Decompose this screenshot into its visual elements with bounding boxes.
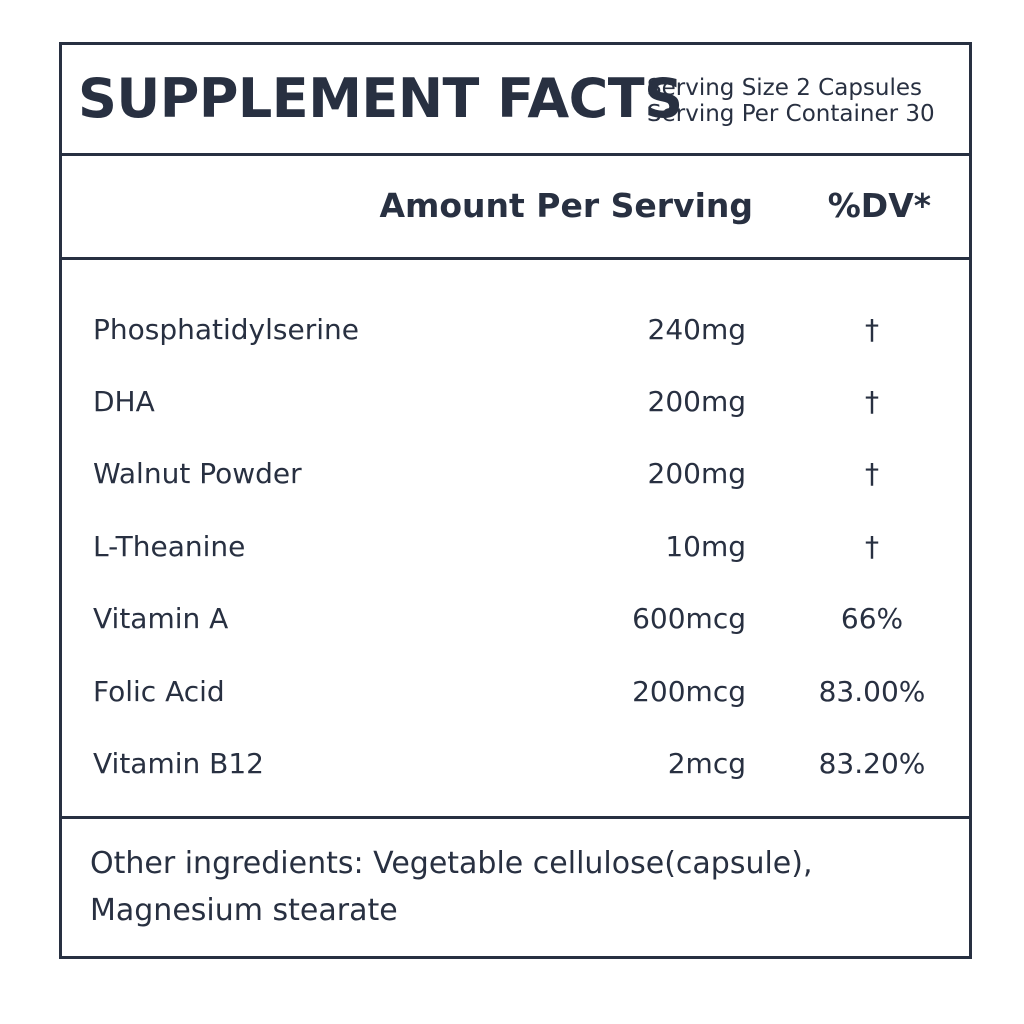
ingredient-row xyxy=(62,454,969,494)
supplement-facts-panel xyxy=(59,42,972,959)
ingredient-name: DHA xyxy=(93,385,155,418)
ingredient-amount: 10mg xyxy=(665,530,746,563)
ingredient-name: Vitamin A xyxy=(93,602,229,635)
facts-header xyxy=(62,45,969,156)
ingredient-name: Folic Acid xyxy=(93,675,225,708)
other-ingredients xyxy=(90,840,950,934)
ingredient-name: L-Theanine xyxy=(93,530,246,563)
ingredient-amount: 200mcg xyxy=(632,675,746,708)
panel-title: SUPPLEMENT FACTS xyxy=(78,67,683,130)
ingredient-amount: 600mcg xyxy=(632,602,746,635)
ingredient-row xyxy=(62,527,969,567)
ingredient-amount: 240mg xyxy=(647,313,746,346)
ingredient-amount: 200mg xyxy=(647,457,746,490)
column-headers xyxy=(62,156,969,260)
servings-per-container: Serving Per Container 30 xyxy=(647,101,935,127)
ingredient-amount: 2mcg xyxy=(667,747,746,780)
ingredient-name: Phosphatidylserine xyxy=(93,313,359,346)
ingredient-amount: 200mg xyxy=(647,385,746,418)
ingredient-row xyxy=(62,672,969,712)
ingredient-name: Vitamin B12 xyxy=(93,747,264,780)
amount-column-header: Amount Per Serving xyxy=(379,186,753,225)
ingredient-dv: 83.00% xyxy=(818,675,926,708)
ingredient-row xyxy=(62,744,969,784)
other-ingredients-line-1: Other ingredients: Vegetable cellulose(capsule), xyxy=(90,846,813,881)
ingredient-dv: † xyxy=(865,530,879,563)
ingredient-list xyxy=(62,260,969,819)
ingredient-row xyxy=(62,310,969,350)
dv-column-header: %DV* xyxy=(827,186,931,225)
ingredient-dv: † xyxy=(865,313,879,346)
ingredient-dv: 83.20% xyxy=(818,747,926,780)
ingredient-row xyxy=(62,599,969,639)
ingredient-dv: † xyxy=(865,457,879,490)
ingredient-dv: 66% xyxy=(840,602,904,635)
serving-info xyxy=(647,75,935,127)
serving-size: Serving Size 2 Capsules xyxy=(647,75,923,101)
ingredient-name: Walnut Powder xyxy=(93,457,302,490)
ingredient-row xyxy=(62,382,969,422)
ingredient-dv: † xyxy=(865,385,879,418)
other-ingredients-line-2: Magnesium stearate xyxy=(90,893,398,928)
